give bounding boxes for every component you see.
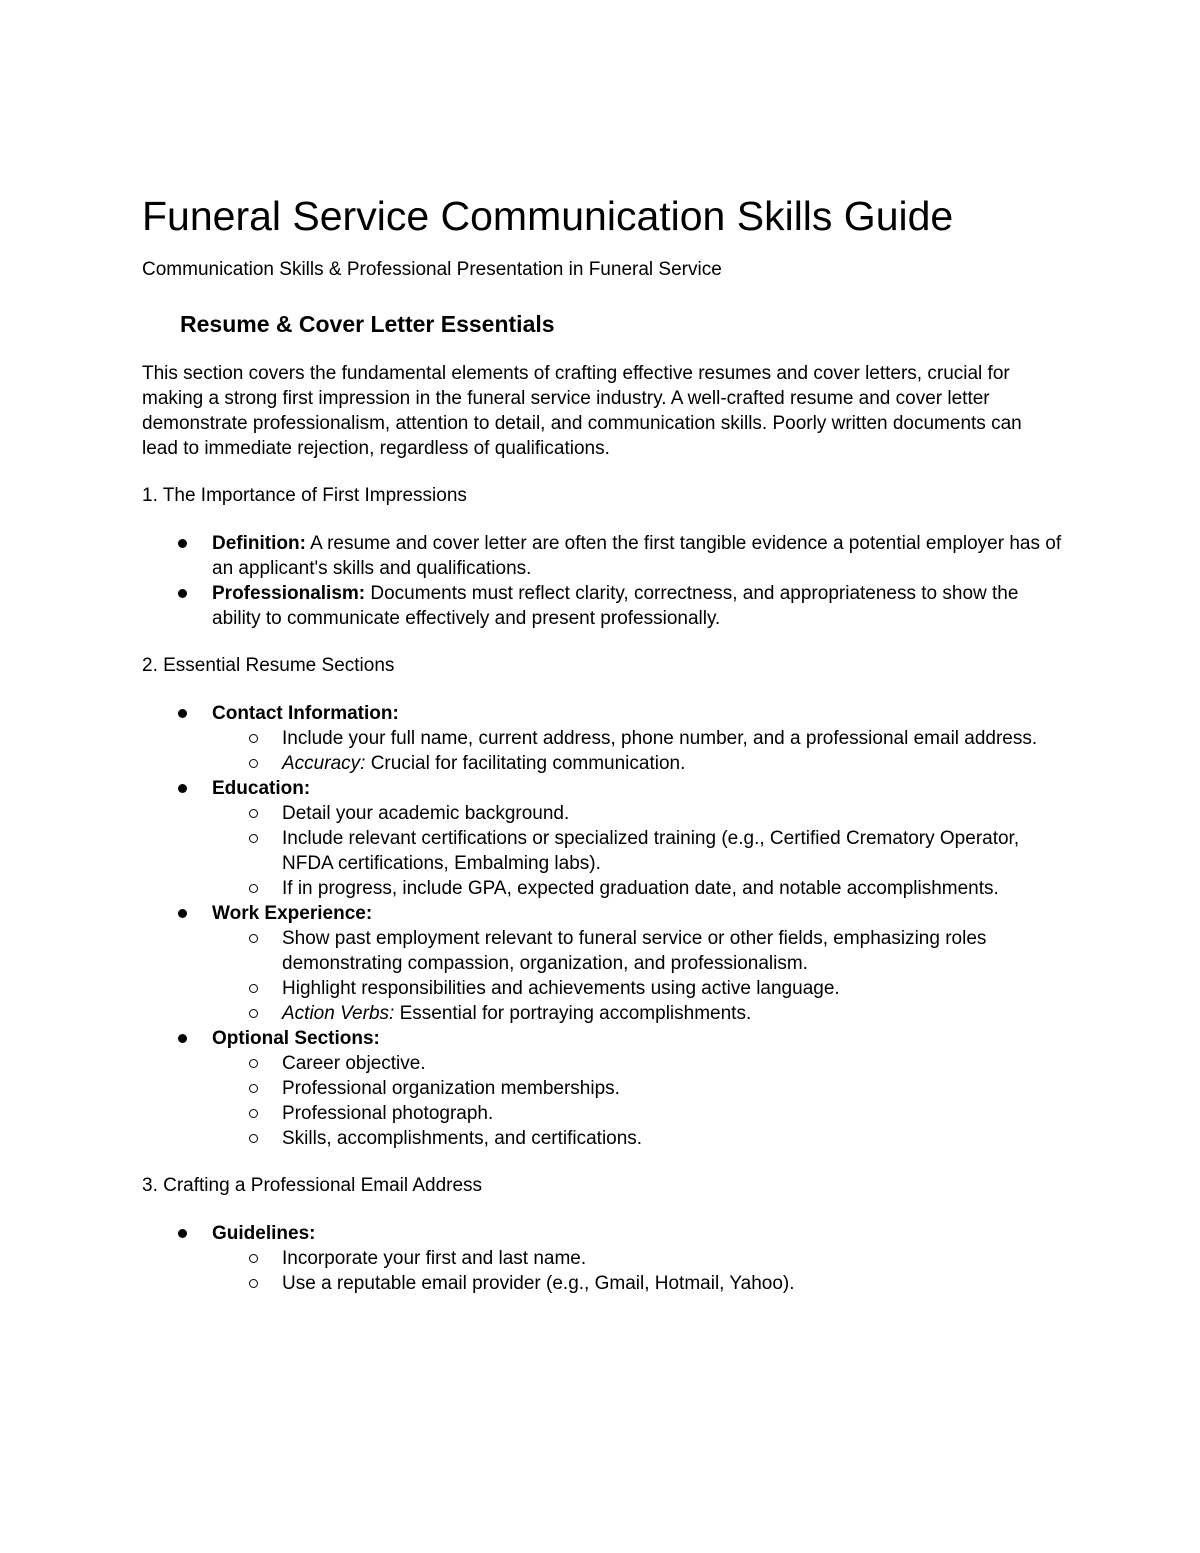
sub-item-text: Skills, accomplishments, and certifications.	[282, 1128, 643, 1149]
sub-list-item	[282, 1001, 1062, 1026]
circle-bullet-icon	[249, 734, 258, 743]
circle-bullet-icon	[249, 884, 258, 893]
sub-list	[141, 1246, 1062, 1296]
bullet-icon	[178, 1229, 187, 1238]
bullet-icon	[178, 784, 187, 793]
circle-bullet-icon	[249, 1059, 258, 1068]
sub-item-text: Include relevant certifications or specialized training (e.g., Certified Crematory Operator, NFDA certifications, Embalming labs).	[282, 828, 1020, 874]
sub-list-item	[282, 1126, 1062, 1151]
sub-item-text: Include your full name, current address, phone number, and a professional email address.	[282, 728, 1038, 749]
section-1-title: 1. The Importance of First Impressions	[142, 485, 467, 506]
list-item	[212, 581, 1062, 631]
sub-list-item	[282, 876, 1062, 901]
sub-item-text: Career objective.	[282, 1053, 426, 1074]
item-label: Definition:	[212, 533, 306, 554]
section-1-list	[142, 531, 1062, 631]
sub-item-text: Crucial for facilitating communication.	[365, 753, 686, 774]
circle-bullet-icon	[249, 1254, 258, 1263]
section-3-list	[142, 1221, 1062, 1296]
circle-bullet-icon	[249, 1134, 258, 1143]
sub-item-text: Professional organization memberships.	[282, 1078, 620, 1099]
list-item	[212, 1026, 1062, 1151]
list-item	[212, 701, 1062, 776]
sub-list	[141, 1051, 1062, 1151]
sub-list-item	[282, 751, 1062, 776]
sub-list-item	[282, 1246, 1062, 1271]
sub-item-text: Essential for portraying accomplishments.	[394, 1003, 752, 1024]
sub-list-item	[282, 926, 1062, 976]
sub-item-text: Use a reputable email provider (e.g., Gmail, Hotmail, Yahoo).	[282, 1273, 795, 1294]
bullet-icon	[178, 589, 187, 598]
sub-list-item	[282, 1051, 1062, 1076]
list-item	[212, 1221, 1062, 1296]
circle-bullet-icon	[249, 1009, 258, 1018]
bullet-icon	[178, 1034, 187, 1043]
sub-list	[141, 801, 1062, 901]
circle-bullet-icon	[249, 834, 258, 843]
section-2-title: 2. Essential Resume Sections	[142, 655, 395, 676]
circle-bullet-icon	[249, 984, 258, 993]
sub-item-text: Incorporate your first and last name.	[282, 1248, 587, 1269]
item-label: Optional Sections:	[212, 1028, 380, 1049]
item-label: Contact Information:	[212, 703, 399, 724]
circle-bullet-icon	[249, 759, 258, 768]
sub-list-item	[282, 801, 1062, 826]
intro-paragraph: This section covers the fundamental elements of crafting effective resumes and cover letters, crucial for making a strong first impression in the funeral service industry. A well-crafted resume and cover letter demonstrate professionalism, attention to detail, and communication skills. Poorly written documents can lead to immediate rejection, regardless of qualifications.	[142, 363, 1022, 459]
sub-item-emphasis: Action Verbs:	[282, 1003, 395, 1024]
sub-list-item	[282, 1076, 1062, 1101]
sub-list-item	[282, 1101, 1062, 1126]
circle-bullet-icon	[249, 934, 258, 943]
bullet-icon	[178, 709, 187, 718]
sub-item-emphasis: Accuracy:	[282, 753, 366, 774]
list-item	[212, 901, 1062, 1026]
item-label: Education:	[212, 778, 311, 799]
item-label: Guidelines:	[212, 1223, 316, 1244]
section-3-title: 3. Crafting a Professional Email Address	[142, 1175, 483, 1196]
sub-list-item	[282, 826, 1062, 876]
circle-bullet-icon	[249, 1279, 258, 1288]
item-text: A resume and cover letter are often the first tangible evidence a potential employer has of an applicant's skills and qualifications.	[212, 533, 1062, 579]
document-body	[142, 190, 1062, 1296]
item-text: Documents must reflect clarity, correctness, and appropriateness to show the ability to communicate effectively and present professionally.	[212, 583, 1019, 629]
document-title: Funeral Service Communication Skills Guide	[142, 193, 954, 239]
document-subtitle: Communication Skills & Professional Presentation in Funeral Service	[142, 259, 722, 280]
list-item	[212, 531, 1062, 581]
sub-item-text: Detail your academic background.	[282, 803, 570, 824]
circle-bullet-icon	[249, 809, 258, 818]
bullet-icon	[178, 909, 187, 918]
section-2-list	[142, 701, 1062, 1151]
sub-item-text: Show past employment relevant to funeral service or other fields, emphasizing roles demonstrating compassion, organization, and professionalism.	[282, 928, 987, 974]
sub-list	[141, 726, 1062, 776]
sub-item-text: If in progress, include GPA, expected graduation date, and notable accomplishments.	[282, 878, 999, 899]
section-heading: Resume & Cover Letter Essentials	[180, 311, 555, 337]
sub-item-text: Highlight responsibilities and achievements using active language.	[282, 978, 840, 999]
bullet-icon	[178, 539, 187, 548]
circle-bullet-icon	[249, 1084, 258, 1093]
sub-item-text: Professional photograph.	[282, 1103, 494, 1124]
circle-bullet-icon	[249, 1109, 258, 1118]
list-item	[212, 776, 1062, 901]
sub-list-item	[282, 1271, 1062, 1296]
item-label: Professionalism:	[212, 583, 366, 604]
sub-list-item	[282, 976, 1062, 1001]
sub-list-item	[282, 726, 1062, 751]
sub-list	[141, 926, 1062, 1026]
item-label: Work Experience:	[212, 903, 373, 924]
